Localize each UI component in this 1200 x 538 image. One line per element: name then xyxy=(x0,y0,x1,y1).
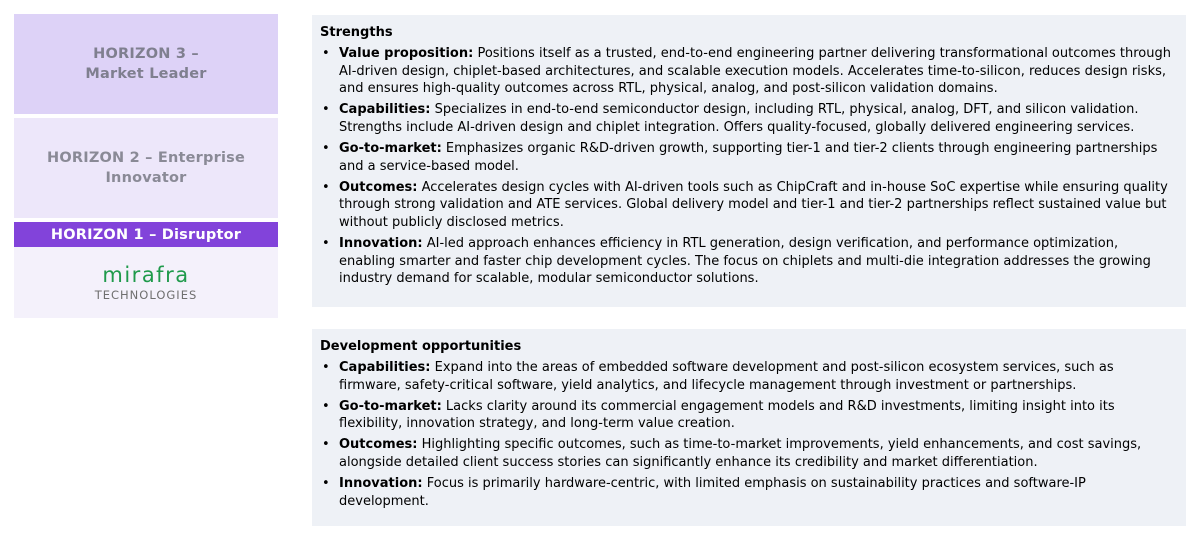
item-text: Highlighting specific outcomes, such as time-to-market improvements, yield enhancements, and cost savings, alongside detailed client success stories can significantly enhance its credibility and market differentiation. xyxy=(339,437,1142,470)
item-text: Focus is primarily hardware-centric, with limited emphasis on sustainability practices and software-IP development. xyxy=(339,476,1086,509)
horizon-3-box xyxy=(14,14,278,114)
item-text: Expand into the areas of embedded software development and post-silicon ecosystem services, such as firmware, safety-critical software, yield analytics, and lifecycle management through investment or partnerships. xyxy=(339,360,1114,393)
bullet-icon: • xyxy=(322,46,330,61)
horizon-3-label-line2: Market Leader xyxy=(85,66,207,82)
item-term: Outcomes: xyxy=(339,437,418,453)
development-title: Development opportunities xyxy=(320,339,522,354)
horizon-3-label-line1: HORIZON 3 – xyxy=(93,46,199,62)
development-list xyxy=(320,359,1176,510)
list-item xyxy=(320,359,1176,394)
list-item xyxy=(320,140,1176,175)
item-term: Capabilities: xyxy=(339,102,431,118)
list-item xyxy=(320,436,1176,471)
item-term: Capabilities: xyxy=(339,360,431,375)
horizon-2-label-line2: Innovator xyxy=(105,170,187,186)
bullet-icon: • xyxy=(322,102,330,118)
horizon-1-label: HORIZON 1 – Disruptor xyxy=(50,226,242,243)
bullet-icon: • xyxy=(322,140,330,156)
horizon-1-box xyxy=(14,222,278,247)
item-text: Lacks clarity around its commercial engagement models and R&D investments, limiting insight into its flexibility, innovation strategy, and long-term value creation. xyxy=(339,398,1115,432)
strengths-title: Strengths xyxy=(320,25,393,40)
bullet-icon: • xyxy=(322,235,330,251)
item-text: Specializes in end-to-end semiconductor design, including RTL, physical, analog, DFT, and silicon validation. Strengths include AI-driven design and chiplet integration. Offers quality-focused, globally delivered engineering services. xyxy=(339,102,1139,135)
list-item xyxy=(320,45,1176,98)
list-item xyxy=(320,235,1176,288)
bullet-icon: • xyxy=(322,360,330,375)
item-term: Innovation: xyxy=(339,476,423,492)
bullet-icon: • xyxy=(322,398,330,414)
item-term: Innovation: xyxy=(339,235,423,251)
item-text: AI-led approach enhances efficiency in RTL generation, design verification, and performance optimization, enabling smarter and faster chip development cycles. The focus on chiplets and multi-die integration addresses the growing industry demand for scalable, modular semiconductor solutions. xyxy=(339,235,1151,287)
strengths-list xyxy=(320,45,1176,288)
horizon-2-label-line1: HORIZON 2 – Enterprise xyxy=(47,150,245,166)
logo-subtitle: TECHNOLOGIES xyxy=(94,287,198,302)
horizon-2-box xyxy=(14,118,278,218)
item-term: Outcomes: xyxy=(339,179,418,195)
company-logo xyxy=(14,247,278,318)
list-item xyxy=(320,179,1176,232)
item-text: Accelerates design cycles with AI-driven tools such as ChipCraft and in-house SoC expertise while ensuring quality through strong validation and ATE services. Global delivery model and tier-1 and tier-2 partnerships reflect sustained value but without publicly disclosed metrics. xyxy=(339,179,1168,230)
item-term: Go-to-market: xyxy=(339,140,442,156)
item-term: Go-to-market: xyxy=(339,398,442,414)
item-text: Emphasizes organic R&D-driven growth, supporting tier-1 and tier-2 clients through engineering partnerships and a service-based model. xyxy=(339,140,1158,174)
item-term: Value proposition: xyxy=(339,46,474,61)
development-section xyxy=(312,329,1186,526)
bullet-icon: • xyxy=(322,476,330,492)
bullet-icon: • xyxy=(322,437,330,453)
logo-name: mirafra xyxy=(102,262,190,287)
list-item xyxy=(320,475,1176,510)
strengths-section xyxy=(312,15,1186,307)
bullet-icon: • xyxy=(322,179,330,195)
list-item xyxy=(320,101,1176,136)
horizon-panel xyxy=(14,14,278,318)
item-text: Positions itself as a trusted, end-to-end engineering partner delivering transformational outcomes through AI-driven design, chiplet-based architectures, and scalable execution models. Accelerates time-to-silicon, reduces design risks, and ensures high-quality outcomes across RTL, physical, analog, and post-silicon validation domains. xyxy=(339,46,1171,97)
list-item xyxy=(320,398,1176,433)
